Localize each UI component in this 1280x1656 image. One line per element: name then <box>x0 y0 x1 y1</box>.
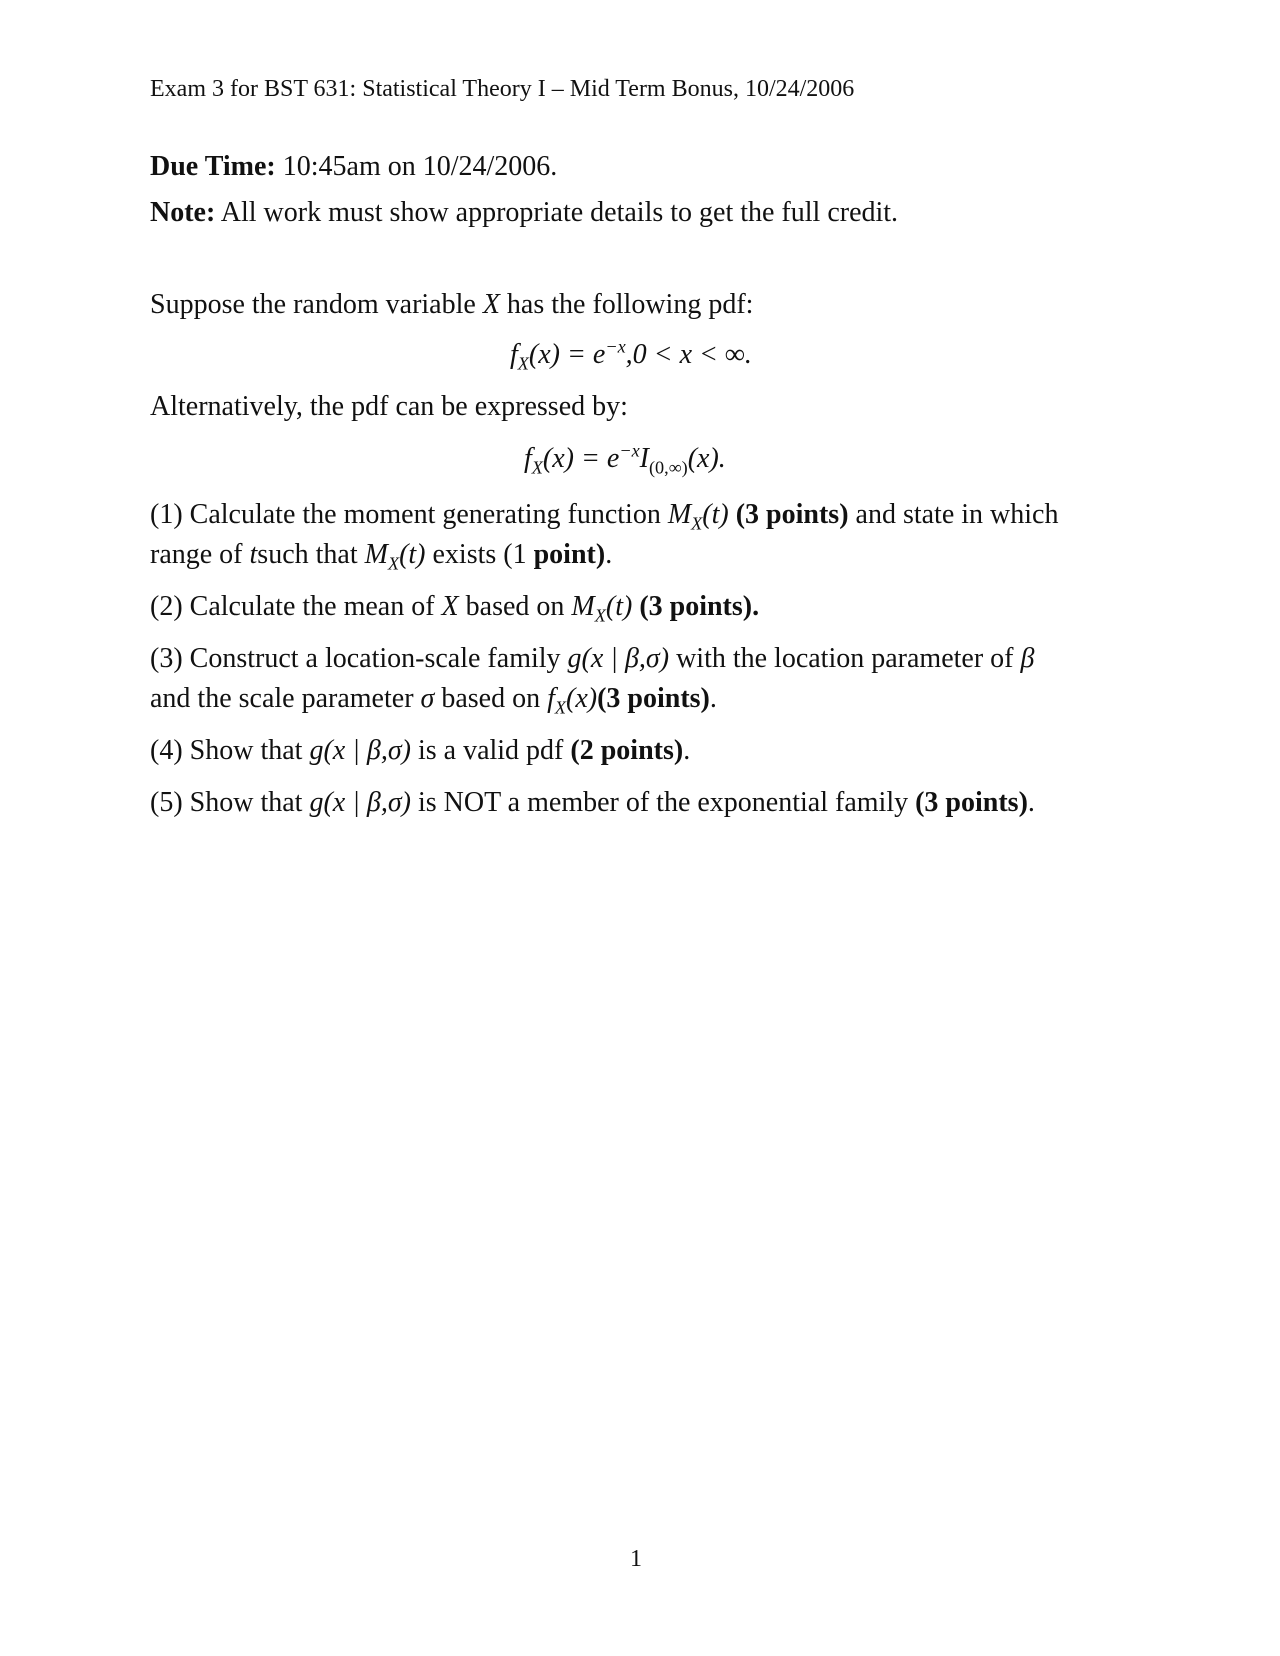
question-1-line-2 <box>150 538 612 572</box>
q1-point: point) <box>533 539 606 570</box>
question-3-line-1 <box>150 642 1034 676</box>
intro-text-before: Suppose the random variable <box>150 289 476 320</box>
q3-end: . <box>709 683 717 714</box>
note-label: Note: <box>150 197 216 228</box>
q4-end: . <box>683 735 691 766</box>
q5-end: . <box>1027 787 1035 818</box>
note-line <box>150 196 898 230</box>
eq2-rest: (x). <box>687 443 726 474</box>
q1-mgf <box>667 499 729 534</box>
eq1-sub: X <box>517 353 529 374</box>
q4-points: (2 points) <box>570 735 684 766</box>
q1-text-b: and state in which <box>855 499 1059 530</box>
question-4 <box>150 734 690 768</box>
q3-points: (3 points) <box>597 683 710 714</box>
q4-g: g(x | β,σ) <box>309 735 411 766</box>
q3-sigma: σ <box>420 683 435 714</box>
exam-header: Exam 3 for BST 631: Statistical Theory I – Mid Term Bonus, 10/24/2006 <box>150 76 855 102</box>
q1-text-c: range of <box>150 539 243 570</box>
q4-text-b: is a valid pdf <box>417 735 564 766</box>
q1-t: t <box>249 539 258 570</box>
pdf-equation-2 <box>524 442 726 476</box>
q1-text-e: exists (1 <box>432 539 527 570</box>
q1-mgf2-m: M <box>364 539 388 570</box>
eq1-f: f <box>510 339 518 370</box>
q1-text-a: (1) Calculate the moment generating function <box>150 499 661 530</box>
q1-mgf-m: M <box>667 499 692 530</box>
pdf-equation-1 <box>510 338 752 372</box>
eq2-f: f <box>524 443 532 474</box>
note-text: All work must show appropriate details to get the full credit. <box>220 197 899 228</box>
q2-points: (3 points). <box>639 591 760 622</box>
q1-mgf-2 <box>364 539 426 574</box>
q2-text-b: based on <box>465 591 565 622</box>
q3-text-b: with the location parameter of <box>676 643 1014 674</box>
eq2-indicator: I <box>639 443 649 474</box>
q3-beta: β <box>1020 643 1035 674</box>
question-3-line-2 <box>150 682 717 716</box>
q2-mgf-sub: X <box>594 605 606 626</box>
alternative-sentence: Alternatively, the pdf can be expressed by: <box>150 391 628 422</box>
intro-sentence <box>150 288 753 322</box>
q2-mgf-arg: (t) <box>605 591 633 622</box>
q1-mgf-sub: X <box>691 513 703 534</box>
eq1-arg: (x) <box>528 339 560 370</box>
eq2-eq: = e <box>573 443 620 474</box>
page-number: 1 <box>630 1546 642 1572</box>
q1-mgf2-sub: X <box>387 553 400 574</box>
intro-variable: X <box>482 289 500 320</box>
q3-fx-f: f <box>547 683 555 714</box>
q3-text-d: based on <box>441 683 541 714</box>
q3-fx-arg: (x) <box>566 683 598 714</box>
q5-text-b: is NOT a member of the exponential family <box>417 787 909 818</box>
q3-fx <box>547 683 598 718</box>
eq2-arg: (x) <box>542 443 574 474</box>
due-time-label: Due Time: <box>150 151 276 182</box>
q5-text-a: (5) Show that <box>150 787 303 818</box>
q3-text-a: (3) Construct a location-scale family <box>150 643 561 674</box>
q2-variable: X <box>441 591 459 622</box>
q3-g: g(x | β,σ) <box>567 643 670 674</box>
question-2 <box>150 590 759 624</box>
eq2-indicator-sub: (0,∞) <box>649 457 688 478</box>
due-time-value: 10:45am on 10/24/2006. <box>282 151 558 182</box>
eq1-exp: −x <box>605 336 626 357</box>
eq2-exp: −x <box>619 440 640 461</box>
intro-text-after: has the following pdf: <box>506 289 754 320</box>
q1-end: . <box>605 539 613 570</box>
q1-mgf-arg: (t) <box>702 499 729 530</box>
q2-text-a: (2) Calculate the mean of <box>150 591 435 622</box>
q3-text-c: and the scale parameter <box>150 683 414 714</box>
q5-g: g(x | β,σ) <box>309 787 411 818</box>
q1-points: (3 points) <box>735 499 849 530</box>
eq2-sub: X <box>531 457 543 478</box>
question-5 <box>150 786 1035 820</box>
question-1-line-1 <box>150 498 1058 532</box>
q2-mgf-m: M <box>571 591 595 622</box>
q1-mgf2-arg: (t) <box>399 539 426 570</box>
q2-mgf <box>571 591 633 626</box>
q1-text-d: such that <box>257 539 358 570</box>
q4-text-a: (4) Show that <box>150 735 303 766</box>
eq1-rest: ,0 < x < ∞. <box>625 339 752 370</box>
q3-fx-sub: X <box>554 697 566 718</box>
eq1-eq: = e <box>559 339 606 370</box>
due-time-line <box>150 150 557 184</box>
q5-points: (3 points) <box>915 787 1028 818</box>
